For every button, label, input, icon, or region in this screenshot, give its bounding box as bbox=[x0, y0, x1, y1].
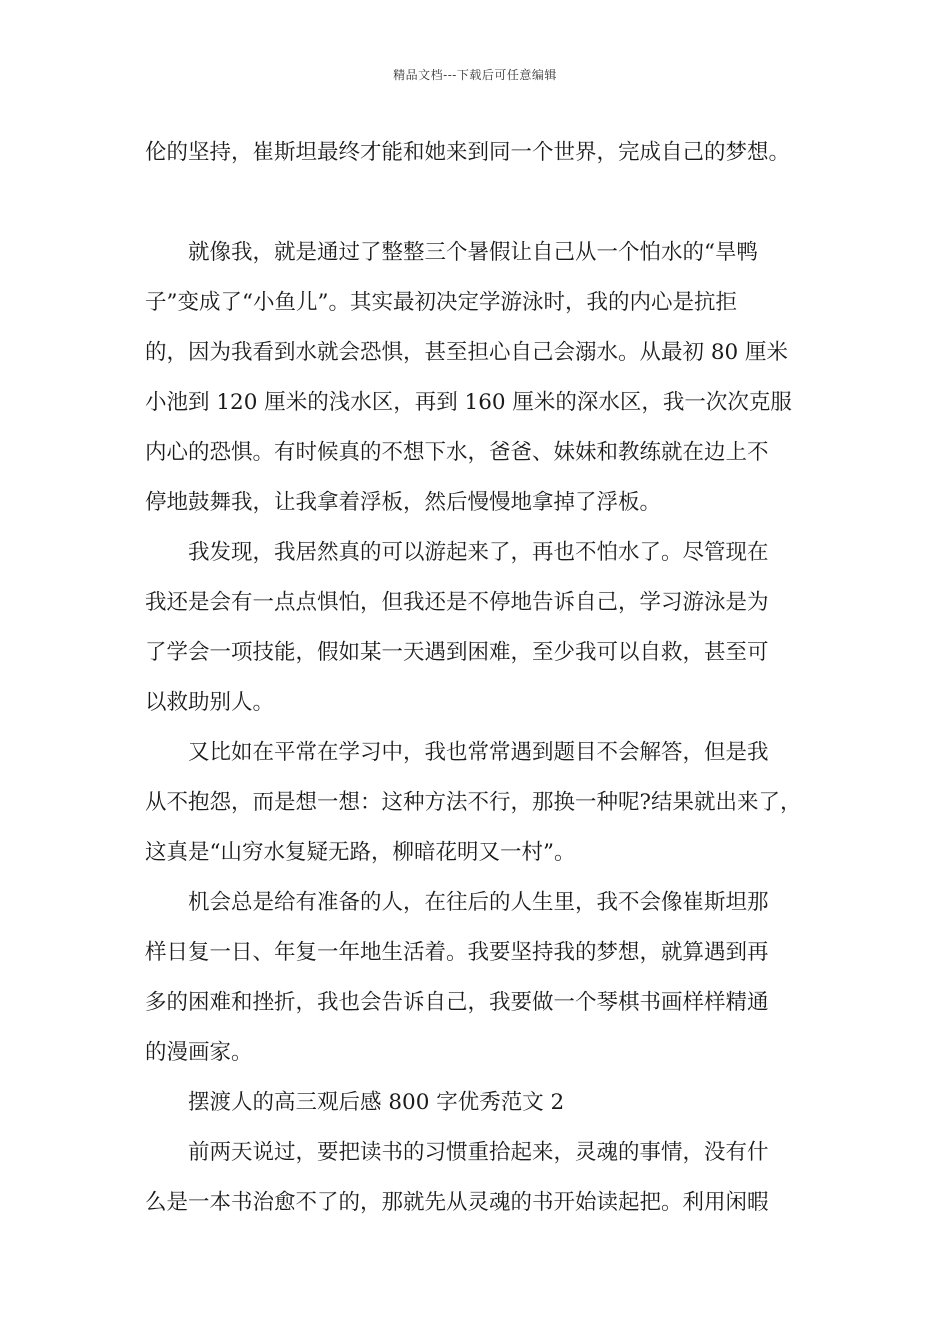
text-line: 以救助别人。 bbox=[145, 690, 275, 715]
paragraph-5 bbox=[145, 1128, 810, 1228]
section-heading bbox=[145, 1078, 810, 1128]
text-line: 我发现，我居然真的可以游起来了，再也不怕水了。尽管现在 bbox=[188, 540, 769, 565]
text-line: 这真是“山穷水复疑无路，柳暗花明又一村”。 bbox=[145, 840, 576, 865]
text-line: 么是一本书治愈不了的，那就先从灵魂的书开始读起把。利用闲暇 bbox=[145, 1190, 769, 1215]
text-line: 我还是会有一点点惧怕，但我还是不停地告诉自己，学习游泳是为 bbox=[145, 590, 769, 615]
text-line: 伦的坚持，崔斯坦最终才能和她来到同一个世界，完成自己的梦想。 bbox=[145, 140, 791, 165]
text-line: 就像我，就是通过了整整三个暑假让自己从一个怕水的“旱鸭 bbox=[188, 240, 758, 265]
heading-text: 摆渡人的高三观后感 800 字优秀范文 2 bbox=[188, 1090, 565, 1115]
text-line: 的，因为我看到水就会恐惧，甚至担心自己会溺水。从最初 80 厘米 bbox=[145, 340, 789, 365]
text-line: 的漫画家。 bbox=[145, 1040, 253, 1065]
text-line: 停地鼓舞我，让我拿着浮板，然后慢慢地拿掉了浮板。 bbox=[145, 490, 662, 515]
text-line: 小池到 120 厘米的浅水区，再到 160 厘米的深水区，我一次次克服 bbox=[145, 390, 792, 415]
text-line: 内心的恐惧。有时候真的不想下水，爸爸、妹妹和教练就在边上不 bbox=[145, 440, 769, 465]
text-line: 机会总是给有准备的人，在往后的人生里，我不会像崔斯坦那 bbox=[188, 890, 769, 915]
top-line-block bbox=[145, 128, 810, 178]
text-line: 子”变成了“小鱼儿”。其实最初决定学游泳时，我的内心是抗拒 bbox=[145, 290, 737, 315]
text-line: 样日复一日、年复一年地生活着。我要坚持我的梦想，就算遇到再 bbox=[145, 940, 769, 965]
text-line: 从不抱怨，而是想一想：这种方法不行，那换一种呢?结果就出来了， bbox=[145, 790, 802, 815]
paragraph-2 bbox=[145, 528, 810, 728]
paragraph-4 bbox=[145, 878, 810, 1078]
paragraph-3 bbox=[145, 728, 810, 878]
page-header: 精品文档---下载后可任意编辑 bbox=[393, 68, 557, 82]
paragraph-1 bbox=[145, 228, 810, 528]
text-line: 又比如在平常在学习中，我也常常遇到题目不会解答，但是我 bbox=[188, 740, 769, 765]
text-line: 了学会一项技能，假如某一天遇到困难，至少我可以自救，甚至可 bbox=[145, 640, 769, 665]
text-line: 前两天说过，要把读书的习惯重拾起来，灵魂的事情，没有什 bbox=[188, 1140, 769, 1165]
text-line: 多的困难和挫折，我也会告诉自己，我要做一个琴棋书画样样精通 bbox=[145, 990, 769, 1015]
